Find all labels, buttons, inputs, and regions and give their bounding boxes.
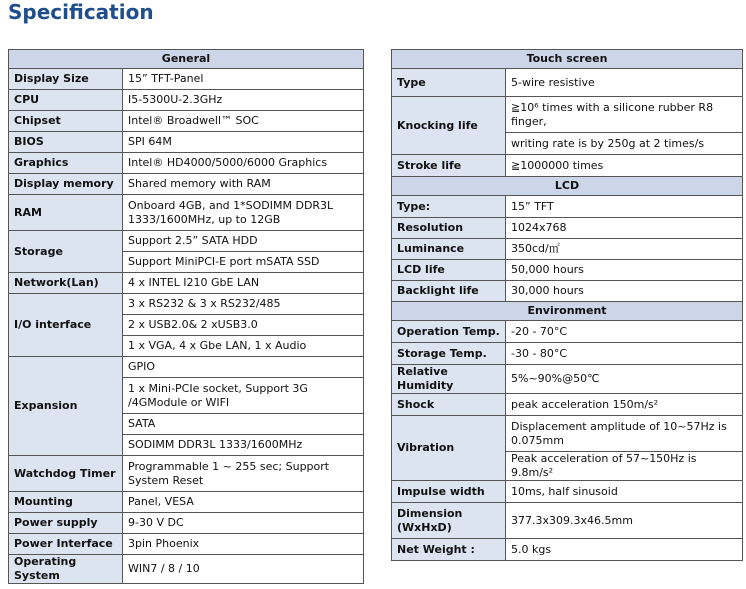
value-power-interface: 3pin Phoenix (123, 534, 364, 555)
table-row (9, 69, 364, 90)
value-stroke-life: ≧1000000 times (506, 155, 743, 177)
section-header-environment: Environment (392, 302, 743, 321)
value-cpu: I5-5300U-2.3GHz (123, 90, 364, 111)
table-row (392, 503, 743, 539)
value-dimension-wxhxd: 377.3x309.3x46.5mm (506, 503, 743, 539)
value-display-size: 15” TFT-Panel (123, 69, 364, 90)
value-ram: Onboard 4GB, and 1*SODIMM DDR3L 1333/1600MHz, up to 12GB (123, 195, 364, 231)
value-type: 5-wire resistive (506, 69, 743, 97)
table-row (9, 132, 364, 153)
label-bios: BIOS (9, 132, 123, 153)
label-knocking-life: Knocking life (392, 97, 506, 155)
table-row (9, 357, 364, 378)
table-row (9, 273, 364, 294)
table-row (392, 343, 743, 365)
table-row (392, 218, 743, 239)
table-row (9, 513, 364, 534)
table-row (392, 239, 743, 260)
value-type: 15” TFT (506, 196, 743, 218)
label-dimension-wxhxd: Dimension (WxHxD) (392, 503, 506, 539)
value-vibration-2: Peak acceleration of 57~150Hz is 9.8m/s² (506, 452, 743, 481)
value-vibration-1: Displacement amplitude of 10~57Hz is 0.075mm (506, 416, 743, 452)
table-row (392, 155, 743, 177)
table-row (9, 195, 364, 231)
value-graphics: Intel® HD4000/5000/6000 Graphics (123, 153, 364, 174)
label-operating-system: Operating System (9, 555, 123, 584)
section-header-lcd: LCD (392, 177, 743, 196)
label-backlight-life: Backlight life (392, 281, 506, 302)
label-shock: Shock (392, 394, 506, 416)
table-row (392, 281, 743, 302)
label-mounting: Mounting (9, 492, 123, 513)
label-impulse-width: Impulse width (392, 481, 506, 503)
label-display-size: Display Size (9, 69, 123, 90)
table-row (9, 231, 364, 252)
value-operating-system: WIN7 / 8 / 10 (123, 555, 364, 584)
label-power-interface: Power Interface (9, 534, 123, 555)
label-power-supply: Power supply (9, 513, 123, 534)
table-row (9, 153, 364, 174)
value-backlight-life: 30,000 hours (506, 281, 743, 302)
section-header-general: General (9, 50, 364, 69)
label-watchdog-timer: Watchdog Timer (9, 456, 123, 492)
section-header-touch-screen: Touch screen (392, 50, 743, 69)
label-network-lan: Network(Lan) (9, 273, 123, 294)
value-knocking-life-2: writing rate is by 250g at 2 times/s (506, 133, 743, 155)
label-i-o-interface: I/O interface (9, 294, 123, 357)
table-row (392, 481, 743, 503)
value-lcd-life: 50,000 hours (506, 260, 743, 281)
label-cpu: CPU (9, 90, 123, 111)
value-relative-humidity: 5%~90%@50℃ (506, 365, 743, 394)
value-watchdog-timer: Programmable 1 ~ 255 sec; Support System Reset (123, 456, 364, 492)
table-row (392, 97, 743, 133)
value-expansion-3: SATA (123, 414, 364, 435)
table-row (9, 90, 364, 111)
table-row (9, 294, 364, 315)
value-mounting: Panel, VESA (123, 492, 364, 513)
value-storage-1: Support 2.5” SATA HDD (123, 231, 364, 252)
value-luminance: 350cd/㎡ (506, 239, 743, 260)
label-type: Type: (392, 196, 506, 218)
value-operation-temp: -20 - 70°C (506, 321, 743, 343)
value-storage-2: Support MiniPCI-E port mSATA SSD (123, 252, 364, 273)
general-spec-table (8, 49, 364, 584)
label-chipset: Chipset (9, 111, 123, 132)
value-knocking-life-1: ≧10⁶ times with a silicone rubber R8 finger, (506, 97, 743, 133)
table-row (392, 321, 743, 343)
label-net-weight: Net Weight : (392, 539, 506, 561)
value-i-o-interface-2: 2 x USB2.0& 2 xUSB3.0 (123, 315, 364, 336)
value-network-lan: 4 x INTEL I210 GbE LAN (123, 273, 364, 294)
value-i-o-interface-1: 3 x RS232 & 3 x RS232/485 (123, 294, 364, 315)
value-expansion-2: 1 x Mini-PCIe socket, Support 3G /4GModule or WIFI (123, 378, 364, 414)
value-display-memory: Shared memory with RAM (123, 174, 364, 195)
value-impulse-width: 10ms, half sinusoid (506, 481, 743, 503)
label-storage: Storage (9, 231, 123, 273)
value-net-weight: 5.0 kgs (506, 539, 743, 561)
table-row (392, 365, 743, 394)
label-operation-temp: Operation Temp. (392, 321, 506, 343)
table-row (9, 555, 364, 584)
touch-lcd-environment-spec-table (391, 49, 743, 561)
label-display-memory: Display memory (9, 174, 123, 195)
value-expansion-4: SODIMM DDR3L 1333/1600MHz (123, 435, 364, 456)
table-row (9, 111, 364, 132)
table-row (392, 260, 743, 281)
label-vibration: Vibration (392, 416, 506, 481)
table-row (392, 196, 743, 218)
label-expansion: Expansion (9, 357, 123, 456)
value-storage-temp: -30 - 80°C (506, 343, 743, 365)
value-chipset: Intel® Broadwell™ SOC (123, 111, 364, 132)
value-expansion-1: GPIO (123, 357, 364, 378)
label-type: Type (392, 69, 506, 97)
table-row (392, 394, 743, 416)
table-row (9, 492, 364, 513)
value-power-supply: 9-30 V DC (123, 513, 364, 534)
label-relative-humidity: Relative Humidity (392, 365, 506, 394)
value-shock: peak acceleration 150m/s² (506, 394, 743, 416)
value-resolution: 1024x768 (506, 218, 743, 239)
value-bios: SPI 64M (123, 132, 364, 153)
label-luminance: Luminance (392, 239, 506, 260)
table-row (392, 69, 743, 97)
table-row (9, 456, 364, 492)
page-title: Specification (8, 0, 154, 24)
table-row (392, 539, 743, 561)
table-row (9, 534, 364, 555)
table-row (392, 416, 743, 452)
label-storage-temp: Storage Temp. (392, 343, 506, 365)
label-graphics: Graphics (9, 153, 123, 174)
label-lcd-life: LCD life (392, 260, 506, 281)
value-i-o-interface-3: 1 x VGA, 4 x Gbe LAN, 1 x Audio (123, 336, 364, 357)
table-row (9, 174, 364, 195)
label-stroke-life: Stroke life (392, 155, 506, 177)
label-ram: RAM (9, 195, 123, 231)
label-resolution: Resolution (392, 218, 506, 239)
